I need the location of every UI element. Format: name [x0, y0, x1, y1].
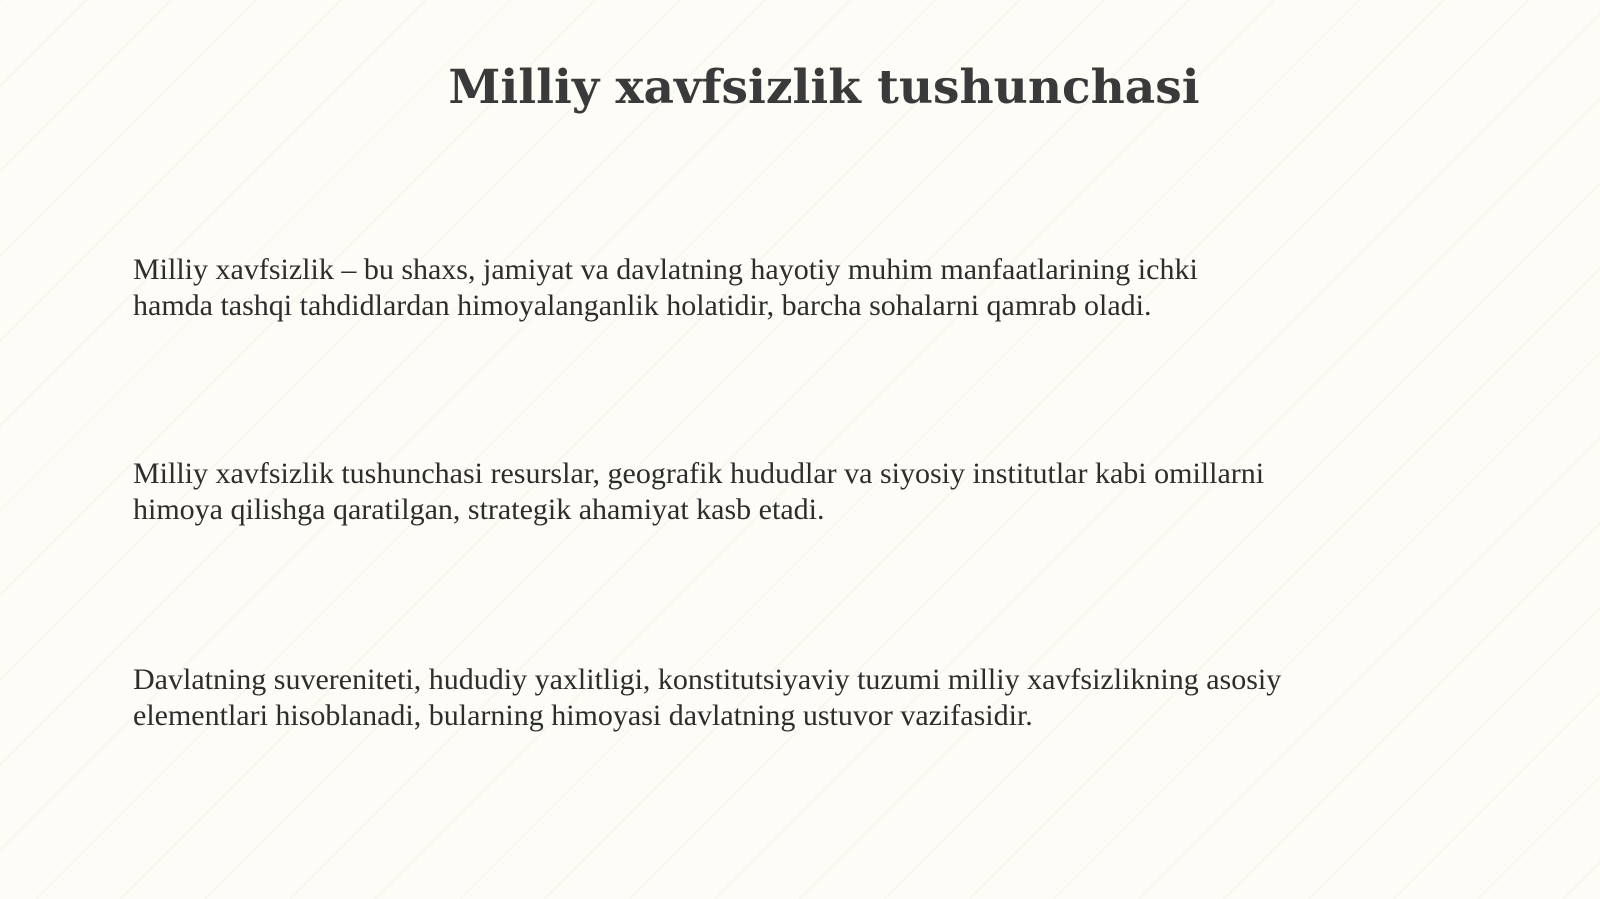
paragraph-line: Davlatning suvereniteti, hududiy yaxlitligi, konstitutsiyaviy tuzumi milliy xavfsizlikning asosiy	[133, 663, 1282, 696]
slide-title: Milliy xavfsizlik tushunchasi	[448, 60, 1200, 115]
paragraph-line: elementlari hisoblanadi, bularning himoyasi davlatning ustuvor vazifasidir.	[133, 699, 1033, 732]
paragraph-scope	[133, 456, 1513, 528]
paragraph-elements	[133, 662, 1513, 734]
paragraph-definition	[133, 252, 1513, 324]
paragraph-line: himoya qilishga qaratilgan, strategik ahamiyat kasb etadi.	[133, 493, 825, 526]
paragraph-line: hamda tashqi tahdidlardan himoyalanganlik holatidir, barcha sohalarni qamrab oladi.	[133, 289, 1152, 322]
paragraph-line: Milliy xavfsizlik tushunchasi resurslar, geografik hududlar va siyosiy institutlar kabi omillarni	[133, 457, 1265, 490]
paragraph-line: Milliy xavfsizlik – bu shaxs, jamiyat va davlatning hayotiy muhim manfaatlarining ichki	[133, 253, 1198, 286]
